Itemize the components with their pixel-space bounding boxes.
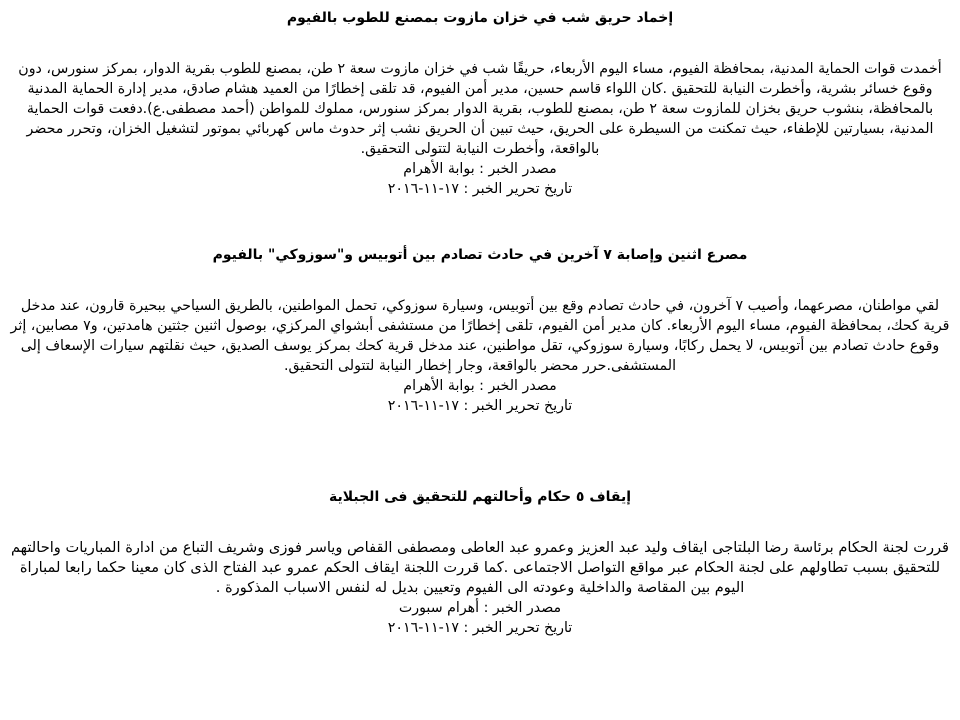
- article-body: أخمدت قوات الحماية المدنية، بمحافظة الفيوم، مساء اليوم الأربعاء، حريقًا شب في خزان مازوت سعة ٢ طن، بمصنع للطوب بقرية الدوار، بمركز سنورس، دون وقوع خسائر بشرية، وأخطرت النيابة للتحقيق .كان اللواء قاسم حسين، مدير أمن الفيوم، قد تلقى إخطارًا من العميد هشام صادق، مدير إدارة الحماية المدنية بالمحافظة، بنشوب حريق بخزان للمازوت سعة ٢ طن، بمصنع للطوب، بقرية الدوار بمركز سنورس، مملوك للمواطن (أحمد مصطفى.ع).دفعت قوات الحماية المدنية، بسيارتين للإطفاء، حيث تمكنت من السيطرة على الحريق، حيث تبين أن الحريق نشب إثر حدوث ماس كهربائي بموتور لتشغيل الخزان، وتحرر محضر بالواقعة، وأخطرت النيابة لتتولى التحقيق.: [18, 61, 942, 157]
- article-headline: إخماد حريق شب في خزان مازوت بمصنع للطوب بالفيوم: [286, 10, 674, 26]
- article-source: مصدر الخبر : بوابة الأهرام: [403, 378, 557, 394]
- article-body: قررت لجنة الحكام برئاسة رضا البلتاجى ايقاف وليد عبد العزيز وعمرو عبد العاطى ومصطفى القفاص وياسر فوزى وشريف التباع من ادارة المباريات واحالتهم للتحقيق بسبب تطاولهم على لجنة الحكام عبر مواقع التواصل الاجتماعى .كما قررت اللجنة ايقاف الحكم عمرو عبد الفتاح الذى كان معينا حكما رابعا لمباراة اليوم بين المقاصة والداخلية وعودته الى الفيوم وتعيين بديل له لنفس الاسباب المذكورة .: [10, 539, 950, 596]
- article-headline: إيقاف ٥ حكام وأحالتهم للتحقيق فى الجبلاية: [329, 489, 631, 505]
- news-article: [6, 487, 954, 638]
- article-headline: مصرع اثنين وإصابة ٧ آخرين في حادث تصادم بين أتوبيس و"سوزوكي" بالفيوم: [212, 247, 748, 263]
- news-article: [6, 245, 954, 416]
- article-source: مصدر الخبر : بوابة الأهرام: [403, 161, 557, 177]
- article-date: تاريخ تحرير الخبر : ١٧-١١-٢٠١٦: [387, 398, 573, 414]
- article-date: تاريخ تحرير الخبر : ١٧-١١-٢٠١٦: [387, 620, 573, 636]
- article-body: لقي مواطنان، مصرعهما، وأصيب ٧ آخرون، في حادث تصادم وقع بين أتوبيس، وسيارة سوزوكي، تحمل المواطنين، بالطريق السياحي ببحيرة قارون، عند مدخل قرية كحك، بمحافظة الفيوم، مساء اليوم الأربعاء. كان مدير أمن الفيوم، تلقى إخطارًا من مستشفى أبشواي المركزي، بوصول اثنين جثتين هامدتين، و٧ مصابين، إثر وقوع حادث تصادم بين أتوبيس، لا يحمل ركابًا، وسيارة سوزوكي، تقل مواطنين، عند مدخل قرية كحك بمركز يوسف الصديق، حيث نقلتهم سيارات الإسعاف إلى المستشفى.حرر محضر بالواقعة، وجار إخطار النيابة لتتولى التحقيق.: [10, 298, 950, 374]
- article-date: تاريخ تحرير الخبر : ١٧-١١-٢٠١٦: [387, 181, 573, 197]
- article-source: مصدر الخبر : أهرام سبورت: [398, 600, 562, 616]
- news-article: [6, 8, 954, 199]
